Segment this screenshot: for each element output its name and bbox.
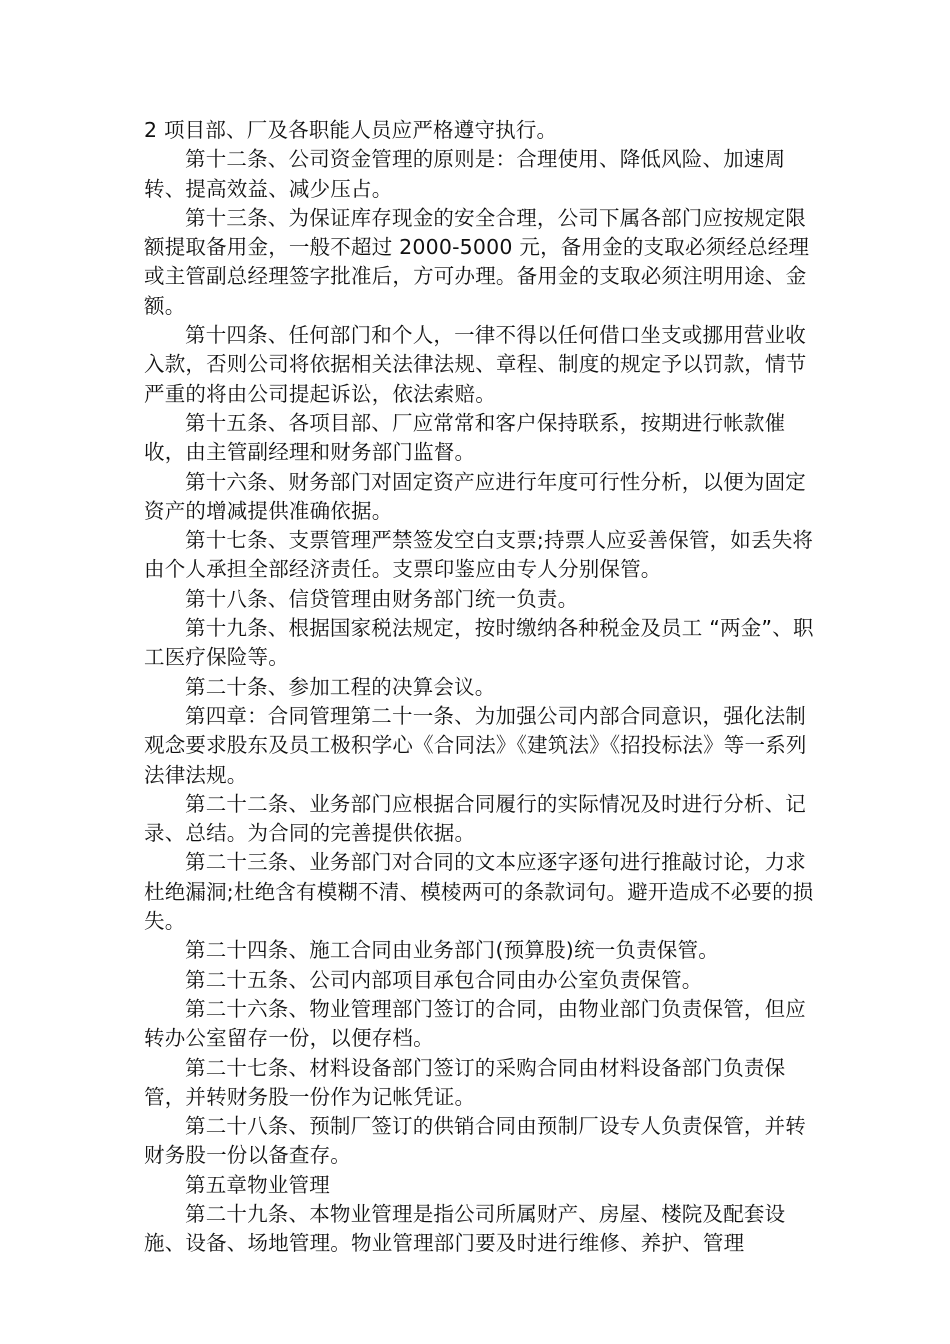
paragraph-continuation: 2 项目部、厂及各职能人员应严格遵守执行。	[144, 118, 558, 142]
paragraph-article-20: 第二十条、参加工程的决算会议。	[185, 674, 496, 699]
paragraph-article-19: 第十九条、根据国家税法规定，按时缴纳各种税金及员工 “两金”、职工医疗保险等。	[144, 616, 814, 670]
paragraph-article-28: 第二十八条、预制厂签订的供销合同由预制厂设专人负责保管，并转财务股一份以备查存。	[144, 1114, 806, 1168]
paragraph-article-29: 第二十九条、本物业管理是指公司所属财产、房屋、楼院及配套设施、设备、场地管理。物业管理部门要及时进行维修、养护、管理	[144, 1201, 786, 1256]
paragraph-article-22: 第二十二条、业务部门应根据合同履行的实际情况及时进行分析、记录、总结。为合同的完善提供依据。	[144, 791, 806, 846]
paragraph-article-18: 第十八条、信贷管理由财务部门统一负责。	[185, 586, 579, 611]
paragraph-article-27: 第二十七条、材料设备部门签订的采购合同由材料设备部门负责保管，并转财务股一份作为记帐凭证。	[144, 1055, 786, 1109]
paragraph-article-24: 第二十四条、施工合同由业务部门(预算股)统一负责保管。	[185, 938, 719, 963]
document-body	[144, 116, 816, 1259]
paragraph-article-15: 第十五条、各项目部、厂应常常和客户保持联系，按期进行帐款催收，由主管副经理和财务部门监督。	[144, 410, 786, 465]
paragraph-article-26: 第二十六条、物业管理部门签订的合同，由物业部门负责保管，但应转办公室留存一份，以便存档。	[144, 996, 806, 1051]
paragraph-article-13: 第十三条、为保证库存现金的安全合理，公司下属各部门应按规定限额提取备用金，一般不超过 2000-5000 元，备用金的支取必须经总经理或主管副总经理签字批准后，方可办理。备用金的支取必须注明用途、金额。	[144, 205, 810, 318]
paragraph-article-23: 第二十三条、业务部门对合同的文本应逐字逐句进行推敲讨论，力求杜绝漏洞;杜绝含有模糊不清、模棱两可的条款词句。避开造成不必要的损失。	[144, 850, 814, 934]
paragraph-article-17: 第十七条、支票管理严禁签发空白支票;持票人应妥善保管，如丢失将由个人承担全部经济责任。支票印鉴应由专人分别保管。	[144, 528, 814, 582]
paragraph-article-14: 第十四条、任何部门和个人，一律不得以任何借口坐支或挪用营业收入款，否则公司将依据相关法律法规、章程、制度的规定予以罚款，情节严重的将由公司提起诉讼，依法索赔。	[144, 323, 807, 406]
paragraph-article-16: 第十六条、财务部门对固定资产应进行年度可行性分析，以便为固定资产的增减提供准确依据。	[144, 469, 806, 523]
paragraph-article-25: 第二十五条、公司内部项目承包合同由办公室负责保管。	[185, 967, 703, 992]
paragraph-article-12: 第十二条、公司资金管理的原则是：合理使用、降低风险、加速周转、提高效益、减少压占。	[144, 147, 786, 201]
paragraph-chapter-4-article-21: 第四章：合同管理第二十一条、为加强公司内部合同意识，强化法制观念要求股东及员工极积学心《合同法》《建筑法》《招投标法》等一系列法律法规。	[144, 703, 807, 787]
chapter-5-heading: 第五章物业管理	[185, 1172, 330, 1197]
